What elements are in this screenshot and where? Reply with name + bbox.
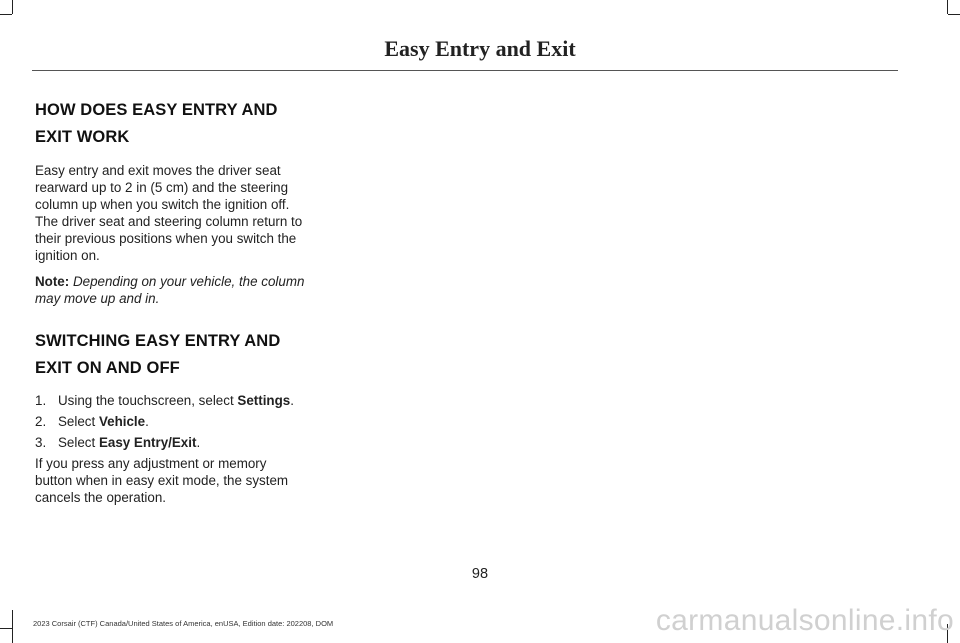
step-end: .	[196, 435, 201, 450]
section1-heading	[35, 97, 307, 151]
step-item	[35, 434, 307, 451]
watermark: carmanualsonline.info	[655, 604, 954, 637]
section2-heading	[35, 328, 307, 382]
step-number: 3.	[35, 435, 47, 450]
step-bold: Vehicle	[98, 414, 146, 429]
crop-mark	[12, 0, 13, 14]
footer-edition-text: 2023 Corsair (CTF) Canada/United States of America, enUSA, Edition date: 202208, DOM	[33, 619, 334, 628]
step-text: Select	[58, 435, 99, 450]
header-divider	[32, 70, 898, 71]
crop-mark	[0, 14, 12, 15]
crop-mark	[0, 628, 12, 629]
step-text: Select	[58, 414, 99, 429]
crop-mark	[948, 14, 960, 15]
page-number: 98	[471, 566, 489, 582]
step-number: 1.	[35, 393, 47, 408]
note-text: Depending on your vehicle, the column may move up and in.	[35, 274, 305, 306]
step-item	[35, 413, 307, 430]
step-text: Using the touchscreen, select	[58, 393, 238, 408]
step-item	[35, 392, 307, 409]
page-header-title: Easy Entry and Exit	[384, 36, 576, 61]
crop-mark	[947, 0, 948, 14]
note-label: Note:	[35, 274, 70, 289]
step-bold: Easy Entry/Exit	[98, 435, 197, 450]
step-number: 2.	[35, 414, 47, 429]
closing-paragraph: If you press any adjustment or memory button when in easy exit mode, the system cancels the operation.	[35, 456, 289, 505]
steps-list	[35, 392, 307, 451]
step-end: .	[290, 393, 294, 408]
step-end: .	[145, 414, 149, 429]
section2-heading-line1: SWITCHING EASY ENTRY AND	[35, 332, 281, 350]
step-bold: Settings	[237, 393, 291, 408]
section1-body: Easy entry and exit moves the driver seat rearward up to 2 in (5 cm) and the steering column up when you switch the ignition off. The driver seat and steering column return to their previous positions when you switch the ignition on.	[35, 163, 303, 263]
section2-heading-line2: EXIT ON AND OFF	[35, 359, 180, 377]
section1-heading-line2: EXIT WORK	[35, 128, 130, 146]
crop-mark	[12, 610, 13, 643]
note-paragraph	[35, 273, 307, 307]
content-column	[35, 97, 307, 506]
section1-heading-line1: HOW DOES EASY ENTRY AND	[35, 101, 278, 119]
